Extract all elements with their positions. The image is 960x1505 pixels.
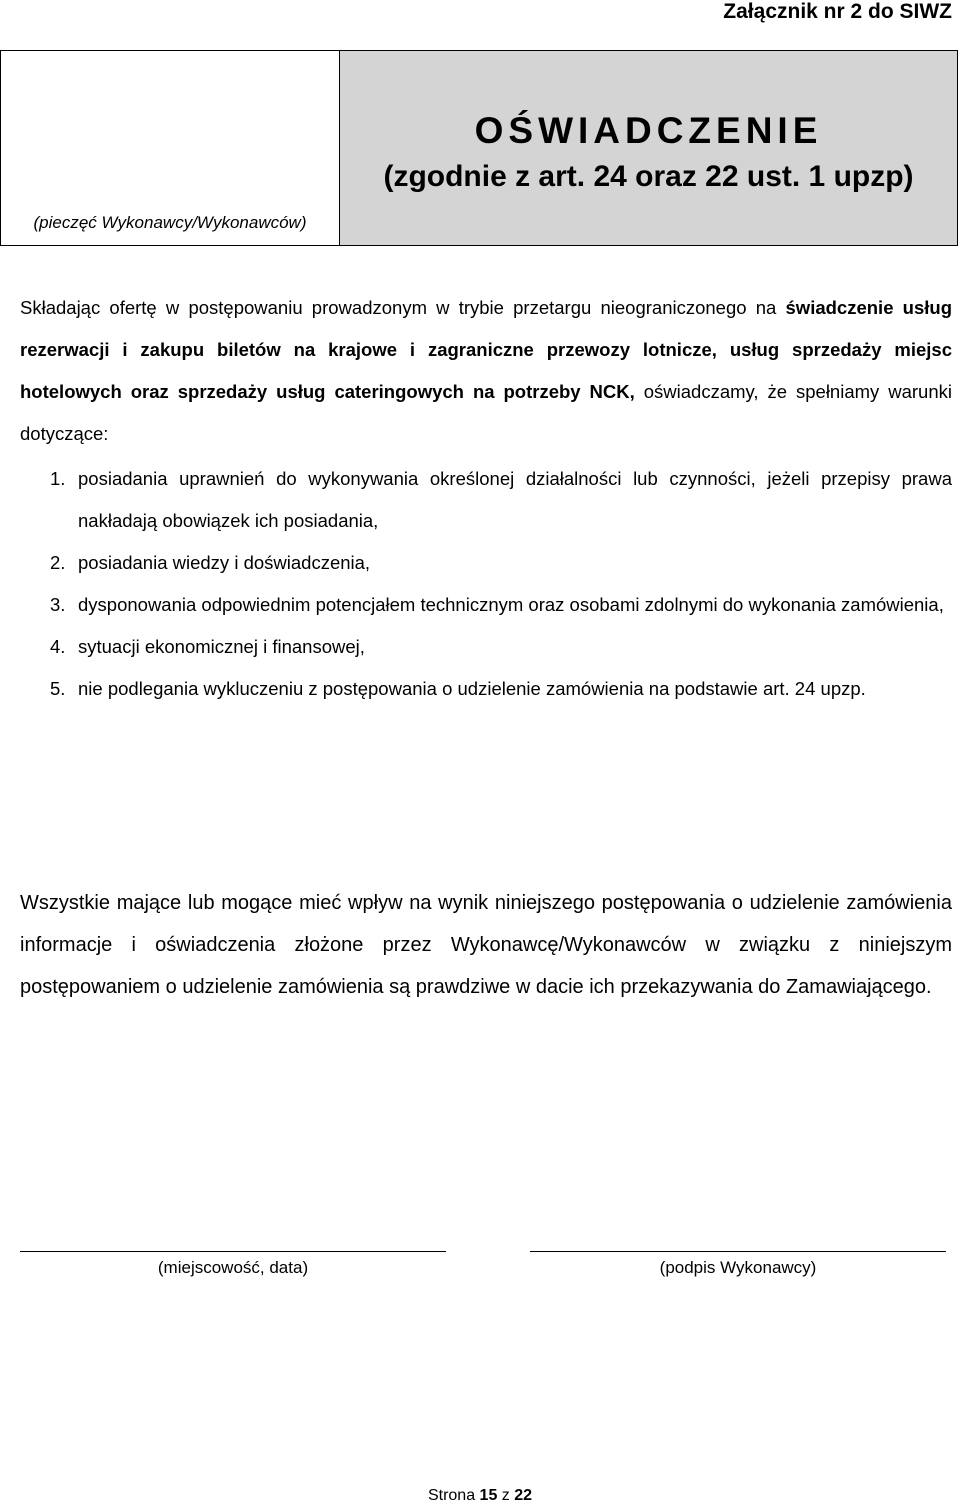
- annex-label: Załącznik nr 2 do SIWZ: [723, 0, 952, 23]
- list-text: posiadania wiedzy i doświadczenia,: [78, 552, 371, 573]
- list-number: 1.: [50, 468, 66, 489]
- place-date-line: [20, 1251, 446, 1252]
- header-table: [0, 50, 958, 246]
- list-text: dysponowania odpowiednim potencjałem technicznym oraz osobami zdolnymi do wykonania zamówienia,: [78, 594, 944, 615]
- intro-paragraph: [20, 287, 952, 455]
- tender-subject: świadczenie usług rezerwacji i zakupu biletów na krajowe i zagraniczne przewozy lotnicze, usług sprzedaży miejsc hotelowych oraz sprzedaży usług cateringowych na potrzeby NCK,: [20, 297, 953, 402]
- conditions-list: [20, 458, 952, 710]
- list-text: nie podlegania wykluczeniu z postępowania o udzielenie zamówienia na podstawie art. 24 upzp.: [78, 678, 866, 699]
- title-area: [340, 51, 957, 245]
- document-title: OŚWIADCZENIE: [474, 110, 823, 151]
- list-number: 3.: [50, 594, 66, 615]
- page-footer: [0, 1487, 960, 1505]
- page-current: 15: [479, 1487, 498, 1504]
- stamp-area: [1, 51, 340, 245]
- signature-line: [530, 1251, 946, 1252]
- list-item: [20, 458, 952, 542]
- place-date-caption: (miejscowość, data): [157, 1258, 309, 1277]
- list-item: [20, 626, 952, 668]
- list-number: 2.: [50, 552, 66, 573]
- list-text: sytuacji ekonomicznej i finansowej,: [78, 636, 365, 657]
- list-item: [20, 584, 952, 626]
- stamp-label: (pieczęć Wykonawcy/Wykonawców): [33, 213, 307, 232]
- list-text: posiadania uprawnień do wykonywania określonej działalności lub czynności, jeżeli przepisy prawa nakładają obowiązek ich posiadania,: [78, 468, 952, 531]
- list-number: 5.: [50, 678, 66, 699]
- signature-caption: (podpis Wykonawcy): [659, 1258, 817, 1277]
- page-prefix: Strona: [427, 1487, 480, 1504]
- list-number: 4.: [50, 636, 66, 657]
- closing-statement: Wszystkie mające lub mogące mieć wpływ na wynik niniejszego postępowania o udzielenie zamówienia informacje i oświadczenia złożone przez Wykonawcę/Wykonawców w związku z niniejszym postępowaniem o udzielenie zamówienia są prawdziwe w dacie ich przekazywania do Zamawiającego.: [20, 892, 952, 998]
- page-total: 22: [514, 1487, 533, 1504]
- intro-text-start: Składając ofertę w postępowaniu prowadzonym w trybie przetargu nieograniczonego na: [20, 297, 786, 318]
- list-item: [20, 542, 952, 584]
- page-separator: z: [497, 1487, 515, 1504]
- document-subtitle: (zgodnie z art. 24 oraz 22 ust. 1 upzp): [383, 160, 914, 193]
- list-item: [20, 668, 952, 710]
- intro-text-end: oświadczamy, że spełniamy warunki dotyczące:: [20, 381, 952, 444]
